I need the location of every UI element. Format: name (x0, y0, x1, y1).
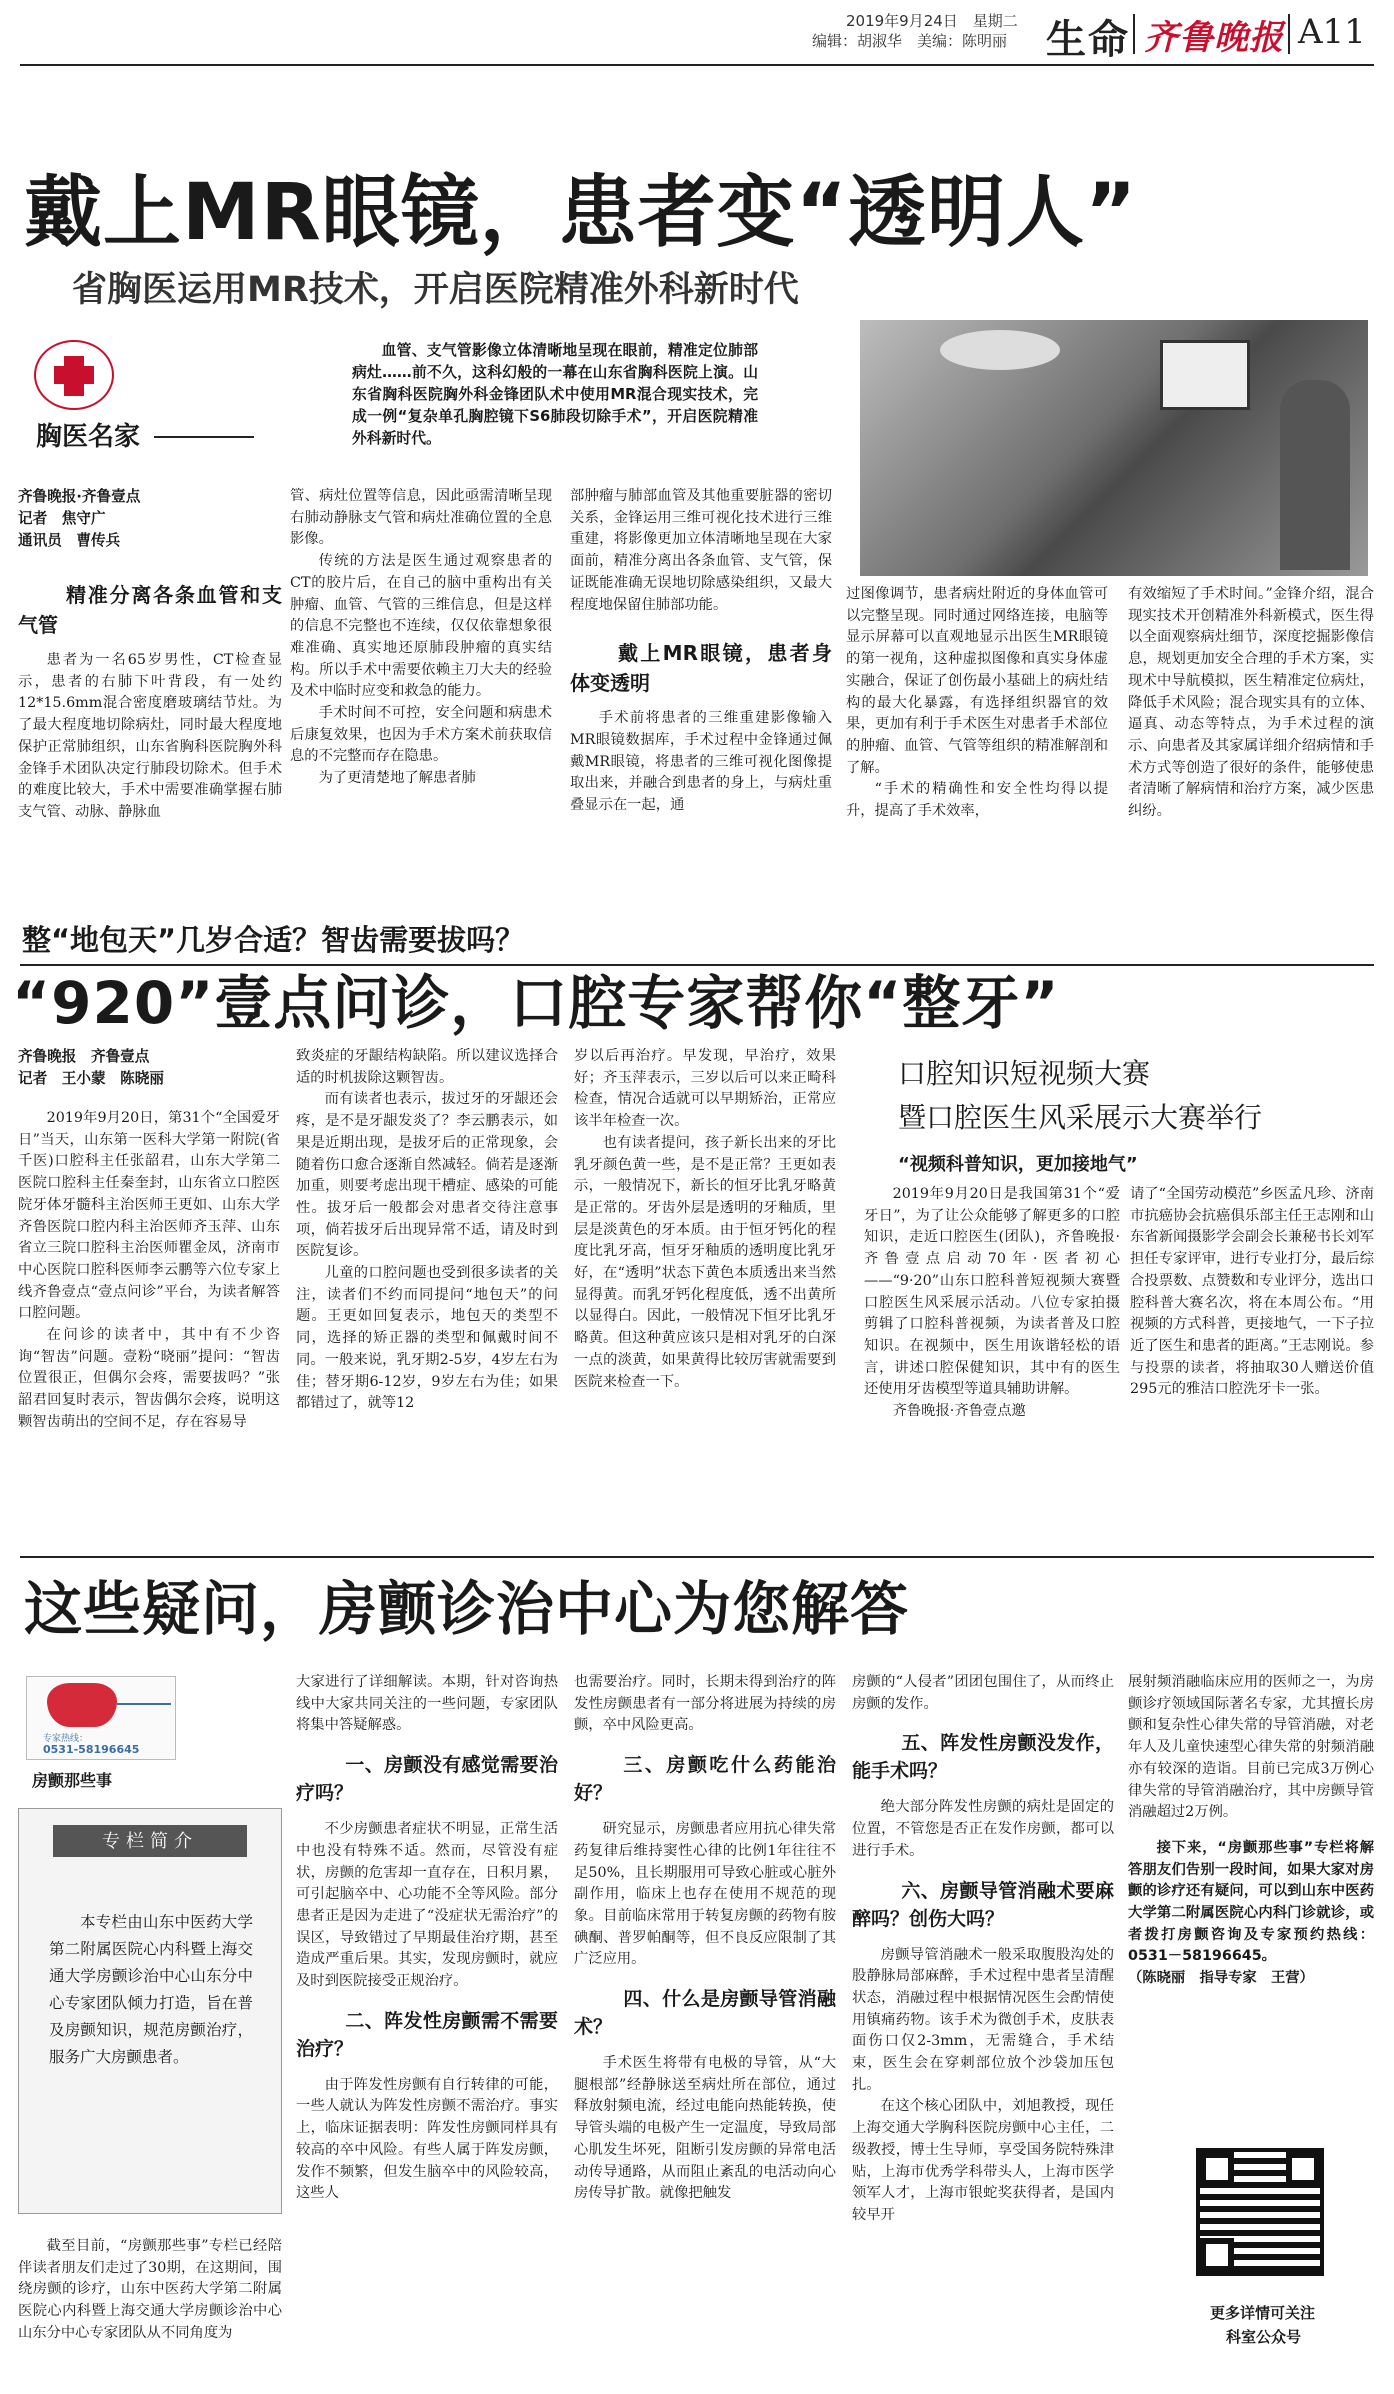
story1-subheadline: 省胸医运用MR技术，开启医院精准外科新时代 (72, 270, 799, 310)
hospital-logo-icon (34, 340, 114, 410)
masthead-rule (20, 64, 1374, 66)
story2-side-sign: 齐鲁晚报·齐鲁壹点邀 (892, 1403, 1026, 1420)
story1-logo-box (26, 336, 256, 452)
story1-col5: 有效缩短了手术时间。”金锋介绍，混合现实技术开创精准外科新模式，医生得以全面观察病灶细节，深度挖掘影像信息，规划更加安全合理的手术方案，实现术中导航模拟，医生精准定位病灶，降低手术风险；混合现实具有的立体、逼真、动态等特点，为手术过程的演示、向患者及其家属详细介绍病情和手术方式等创造了很好的条件，能够使患者清晰了解病情和治疗方案，减少医患纠纷。 (1128, 586, 1374, 820)
story1-lead: 血管、支气管影像立体清晰地呈现在眼前，精准定位肺部病灶……前不久，这科幻般的一幕在山东省胸科医院上演。山东省胸科医院胸外科金锋团队术中使用MR混合现实技术，完成一例“复杂单孔胸腔镜下S6肺段切除手术”，开启医院精准外科新时代。 (352, 342, 758, 447)
story1-bottom-rule (20, 964, 1374, 966)
story3-col1: 截至目前，“房颤那些事”专栏已经陪伴读者朋友们走过了30期，在这期间，围绕房颤的诊疗，山东中医药大学第二附属医院心内科暨上海交通大学房颤诊治中心山东分中心专家团队从不同角度为 (18, 2238, 282, 2341)
hotline-label: 专家热线： (43, 1734, 89, 1744)
story1-logo-label: 胸医名家 (36, 422, 141, 452)
story3-column-logo (26, 1676, 176, 1760)
story2-side-col1: 2019年9月20日是我国第31个“爱牙日”，为了让公众能够了解更多的口腔知识，走近口腔医生(团队)，齐鲁晚报·齐鲁壹点启动70年·医者初心——“9·20”山东口腔科普短视频大赛暨口腔医生风采展示活动。八位专家拍摄剪辑了口腔科普视频，为读者普及口腔知识。在视频中，医生用诙谐轻松的语言，讲述口腔保健知识，其中有的医生还使用牙齿模型等道具辅助讲解。 齐鲁晚报·齐鲁壹点邀 (864, 1184, 1120, 1550)
story1-byline-2: 记者 焦守广 (18, 510, 106, 527)
hotline-number: 0531-58196645 (43, 1743, 140, 1756)
story2-byline-1: 齐鲁晚报 齐鲁壹点 (18, 1048, 150, 1065)
story3-q1: 一、房颤没有感觉需要治疗吗？ (296, 1754, 558, 1805)
masthead-section: 生命 (1046, 17, 1130, 63)
story2-side-title-1: 口腔知识短视频大赛 (898, 1057, 1151, 1090)
story2-col2: 致炎症的牙龈结构缺陷。所以建议选择合适的时机拔除这颗智齿。 而有读者也表示，拔过牙的牙龈还会疼，是不是牙龈发炎了？李云鹏表示，如果是近期出现，是拔牙后的正常现象，会随着伤口愈合逐渐自然减轻。倘若是逐渐加重，则要考虑出现干槽症、感染的可能性。拔牙后一般都会对患者交待注意事项，倘若拔牙后出现异常不适，请及时到医院复诊。 儿童的口腔问题也受到很多读者的关注，读者们不约而同提问“地包天”的问题。王更如回复表示，地包天的类型不同，选择的矫正器的类型和佩戴时间不同。一般来说，乳牙期2-5岁，4岁左右为佳；替牙期6-12岁，9岁左右为佳；如果都错过了，就等12 (296, 1048, 558, 1412)
story1-photo-surgery (860, 320, 1368, 576)
story3-qr-code[interactable] (1196, 2148, 1324, 2276)
story3-col3: 也需要治疗。同时，长期未得到治疗的阵发性房颤患者有一部分将进展为持续的房颤，卒中风险更高。 三、房颤吃什么药能治好？ 研究显示，房颤患者应用抗心律失常药复律后维持窦性心律的比例1年往往不足50%，且长期服用可导致心脏或心脏外副作用，临床上也存在使用不规范的现象。目前临床常用于转复房颤的药物有胺碘酮、普罗帕酮等，但不良反应限制了其广泛应用。 四、什么是房颤导管消融术？ 手术医生将带有电极的导管，从“大腿根部”经静脉送至病灶所在部位，通过释放射频电流，经过电能向热能转换，使导管头端的电极产生一定温度，导致局部心肌发生坏死，阻断引发房颤的异常电活动传导通路，从而阻止紊乱的电活动向心房传导扩散。就像把触发 (574, 1674, 836, 2202)
story1-headline: 戴上MR眼镜，患者变“透明人” (24, 168, 1138, 258)
story3-qr-caption-2: 科室公众号 (1226, 2328, 1302, 2346)
story1-col2: 管、病灶位置等信息，因此亟需清晰呈现右肺动静脉支气管和病灶准确位置的全息影像。 传统的方法是医生通过观察患者的CT的胶片后，在自己的脑中重构出有关肿瘤、血管、气管的三维信息，但是这样的信息不完整也不连续，仅仅依靠想象很难准确、真实地还原肺段肿瘤的真实结构。所以手术中需要依赖主刀大夫的经验及术中临时应变和救急的能力。 手术时间不可控，安全问题和病患术后康复效果，也因为手术方案术前获取信息的不完整而存在隐患。 为了更清楚地了解患者肺 (290, 488, 552, 787)
story3-col2: 大家进行了详细解读。本期，针对咨询热线中大家共同关注的一些问题，专家团队将集中答疑解惑。 一、房颤没有感觉需要治疗吗？ 不少房颤患者症状不明显，正常生活中也没有特殊不适。然而，尽管没有症状，房颤的危害却一直存在，日积月累，可引起脑卒中、心功能不全等风险。部分患者正是因为走进了“没症状无需治疗”的误区，导致错过了早期最佳治疗期，甚至造成严重后果。其实，发现房颤时，就应及时到医院接受正规治疗。 二、阵发性房颤需不需要治疗？ 由于阵发性房颤有自行转律的可能，一些人就认为阵发性房颤不需治疗。事实上，临床证据表明：阵发性房颤同样具有较高的卒中风险。有些人属于阵发房颤，发作不频繁，但发生脑卒中的风险较高，这些人 (296, 1674, 558, 2202)
story3-col5: 展射频消融临床应用的医师之一，为房颤诊疗领域国际著名专家，尤其擅长房颤和复杂性心律失常的导管消融，对老年人及儿童快速型心律失常的射频消融亦有较深的造诣。目前已完成3万例心律失常的导管消融治疗，其中房颤导管消融超过2万例。 接下来，“房颤那些事”专栏将解答朋友们告别一段时间，如果大家对房颤的诊疗还有疑问，可以到山东中医药大学第二附属医院心内科门诊就诊，或者拨打房颤咨询及专家预约热线：0531－58196645。 （陈晓丽 指导专家 王营） (1128, 1672, 1374, 2142)
story3-q4: 四、什么是房颤导管消融术？ (574, 1988, 836, 2039)
story3-q2: 二、阵发性房颤需不需要治疗？ (296, 2009, 558, 2060)
story3-headline: 这些疑问，房颤诊治中心为您解答 (24, 1575, 910, 1643)
story1-byline-3: 通讯员 曹传兵 (18, 532, 121, 549)
masthead-divider-1 (1133, 14, 1135, 54)
masthead-page-number: A11 (1298, 12, 1366, 52)
story3-intro-text: 本专栏由山东中医药大学第二附属医院心内科暨上海交通大学房颤诊治中心山东分中心专家团队倾力打造，旨在普及房颤知识，规范房颤治疗，服务广大房颤患者。 (49, 1913, 253, 2066)
masthead-editors: 编辑：胡淑华 美编：陈明丽 (812, 32, 1008, 50)
photo-surgeon (1280, 380, 1350, 570)
story3-sign: （陈晓丽 指导专家 王营） (1128, 1970, 1314, 1987)
story2-side-title-2: 暨口腔医生风采展示大赛举行 (898, 1101, 1263, 1134)
story2-headline: “920”壹点问诊，口腔专家帮你“整牙” (12, 969, 1060, 1037)
story3-intro-title: 专栏简介 (102, 1831, 198, 1852)
story2-col3: 岁以后再治疗。早发现，早治疗，效果好；齐玉萍表示，三岁以后可以来正畸科检查，情况合适就可以早期矫治，正常应该半年检查一次。 也有读者提问，孩子新长出来的牙比乳牙颜色黄一些，是不是正常？王更如表示，一般情况下，新长的恒牙比乳牙略黄是正常的。牙齿外层是透明的牙釉质，里层是淡黄色的牙本质。由于恒牙钙化的程度比乳牙高，恒牙牙釉质的透明度比乳牙好，在“透明”状态下黄色本质透出来当然显得黄。而乳牙钙化程度低，透不出黄所以显得白。因此，一般情况下恒牙比乳牙略黄。但这种黄应该只是相对乳牙的白深一点的淡黄，如果黄得比较厉害就需要到医院来检查一下。 (574, 1048, 836, 1390)
ecg-line-icon (117, 1703, 171, 1705)
photo-light (940, 330, 1060, 370)
story2-bottom-rule (20, 1556, 1374, 1558)
story3-intro-box (18, 1808, 282, 2214)
story1-col1: 齐鲁晚报·齐鲁壹点 记者 焦守广 通讯员 曹传兵 精准分离各条血管和支气管 患者为一名65岁男性，CT检查显示，患者的右肺下叶背段，有一处约12*15.6mm混合密度磨玻璃结节灶。为了最大程度地切除病灶，同时最大程度地保护正常肺组织，山东省胸科医院胸外科金锋手术团队决定行肺段切除术。但手术的难度比较大，手术中需要准确掌握右肺支气管、动脉、静脉血 (18, 488, 282, 820)
story1-subhead-b: 戴上MR眼镜，患者身体变透明 (570, 641, 832, 696)
story3-col4: 房颤的“人侵者”团团包围住了，从而终止房颤的发作。 五、阵发性房颤没发作，能手术吗？ 绝大部分阵发性房颤的病灶是固定的位置，不管您是否正在发作房颤，都可以进行手术。 六、房颤导管消融术要麻醉吗？创伤大吗？ 房颤导管消融术一般采取腹股沟处的股静脉局部麻醉，手术过程中患者呈清醒状态，消融过程中根据情况医生会酌情使用镇痛药物。该手术为微创手术，皮肤表面伤口仅2-3mm，无需缝合，手术结束，医生会在穿刺部位放个沙袋加压包扎。 在这个核心团队中，刘旭教授，现任上海交通大学胸科医院房颤中心主任，二级教授，博士生导师，享受国务院特殊津贴，上海市优秀学科带头人，上海市医学领军人才，上海市银蛇奖获得者，是国内较早开 (852, 1674, 1114, 2223)
story3-column-name: 房颤那些事 (32, 1771, 113, 1790)
story2-side-col2: 请了“全国劳动模范”乡医孟凡珍、济南市抗癌协会抗癌俱乐部主任王志刚和山东省新闻摄影学会副会长兼秘书长刘军担任专家评审，进行专业打分，最后综合投票数、点赞数和专业评分，选出口腔科普大赛名次，将在本周公布。“用视频的方式科普，更接地气，一下子拉近了医生和患者的距离。”王志刚说。参与投票的读者，将抽取30人赠送价值295元的雅洁口腔洗牙卡一张。 (1130, 1186, 1374, 1398)
story2-col1: 齐鲁晚报 齐鲁壹点 记者 王小蒙 陈晓丽 2019年9月20日，第31个“全国爱牙日”当天，山东第一医科大学第一附院(省千医)口腔科主任张韶君，山东大学第二医院口腔科主任秦奎封，山东省立口腔医院牙体牙髓科主治医师王更如、山东大学齐鲁医院口腔内科主治医师齐玉萍、山东省立三院口腔科主治医师瞿金凤，济南市中心医院口腔科医师李云鹏等六位专家上线齐鲁壹点“壹点问诊”平台，为读者解答口腔问题。 在问诊的读者中，其中有不少咨询“智齿”问题。壹粉“晓丽”提问：“智齿位置很正，但偶尔会疼，需要拔吗？”张韶君回复时表示，智齿偶尔会疼，说明这颗智齿萌出的空间不足，存在容易导 (18, 1048, 280, 1430)
heart-icon (47, 1683, 117, 1727)
story1-byline-1: 齐鲁晚报·齐鲁壹点 (18, 488, 141, 505)
photo-monitor (1160, 340, 1250, 410)
story2-byline-2: 记者 王小蒙 陈晓丽 (18, 1070, 164, 1087)
story3-qr-caption-1: 更多详情可关注 (1210, 2304, 1316, 2322)
story1-col4: 过图像调节，患者病灶附近的身体血管可以完整呈现。同时通过网络连接，电脑等显示屏幕可以直观地显示出医生MR眼镜的第一视角，这种虚拟图像和真实身体虚实融合，保证了创伤最小基础上的病灶结构的最大化暴露，有选择组织器官的效果，更加有利于手术医生对患者手术部位的肿瘤、血管、气管等组织的精准解剖和了解。 “手术的精确性和安全性均得以提升，提高了手术效率， (846, 586, 1108, 820)
story3-q3: 三、房颤吃什么药能治好？ (574, 1754, 836, 1805)
logo-underline (154, 436, 254, 438)
masthead-date: 2019年9月24日 星期二 (846, 12, 1018, 30)
story3-q6: 六、房颤导管消融术要麻醉吗？创伤大吗？ (852, 1879, 1114, 1930)
masthead-divider-2 (1288, 14, 1290, 54)
story2-side-kicker: “视频科普知识，更加接地气” (898, 1154, 1138, 1175)
story2-kicker: 整“地包天”几岁合适？智齿需要拔吗？ (22, 922, 532, 958)
story1-col3: 部肿瘤与肺部血管及其他重要脏器的密切关系，金锋运用三维可视化技术进行三维重建，将影像更加立体清晰地呈现在大家面前，精准分离出各条血管、支气管，保证既能准确无误地切除感染组织，又最大程度地保留住肺部功能。 戴上MR眼镜，患者身体变透明 手术前将患者的三维重建影像输入MR眼镜数据库，手术过程中金锋通过佩戴MR眼镜，将患者的三维可视化图像提取出来，并融合到患者的身上，与病灶重叠显示在一起，通 (570, 488, 832, 814)
masthead-brand: 齐鲁晚报 (1144, 18, 1284, 58)
story1-subhead-a: 精准分离各条血管和支气管 (18, 583, 282, 637)
story3-q5: 五、阵发性房颤没发作，能手术吗？ (852, 1732, 1114, 1783)
